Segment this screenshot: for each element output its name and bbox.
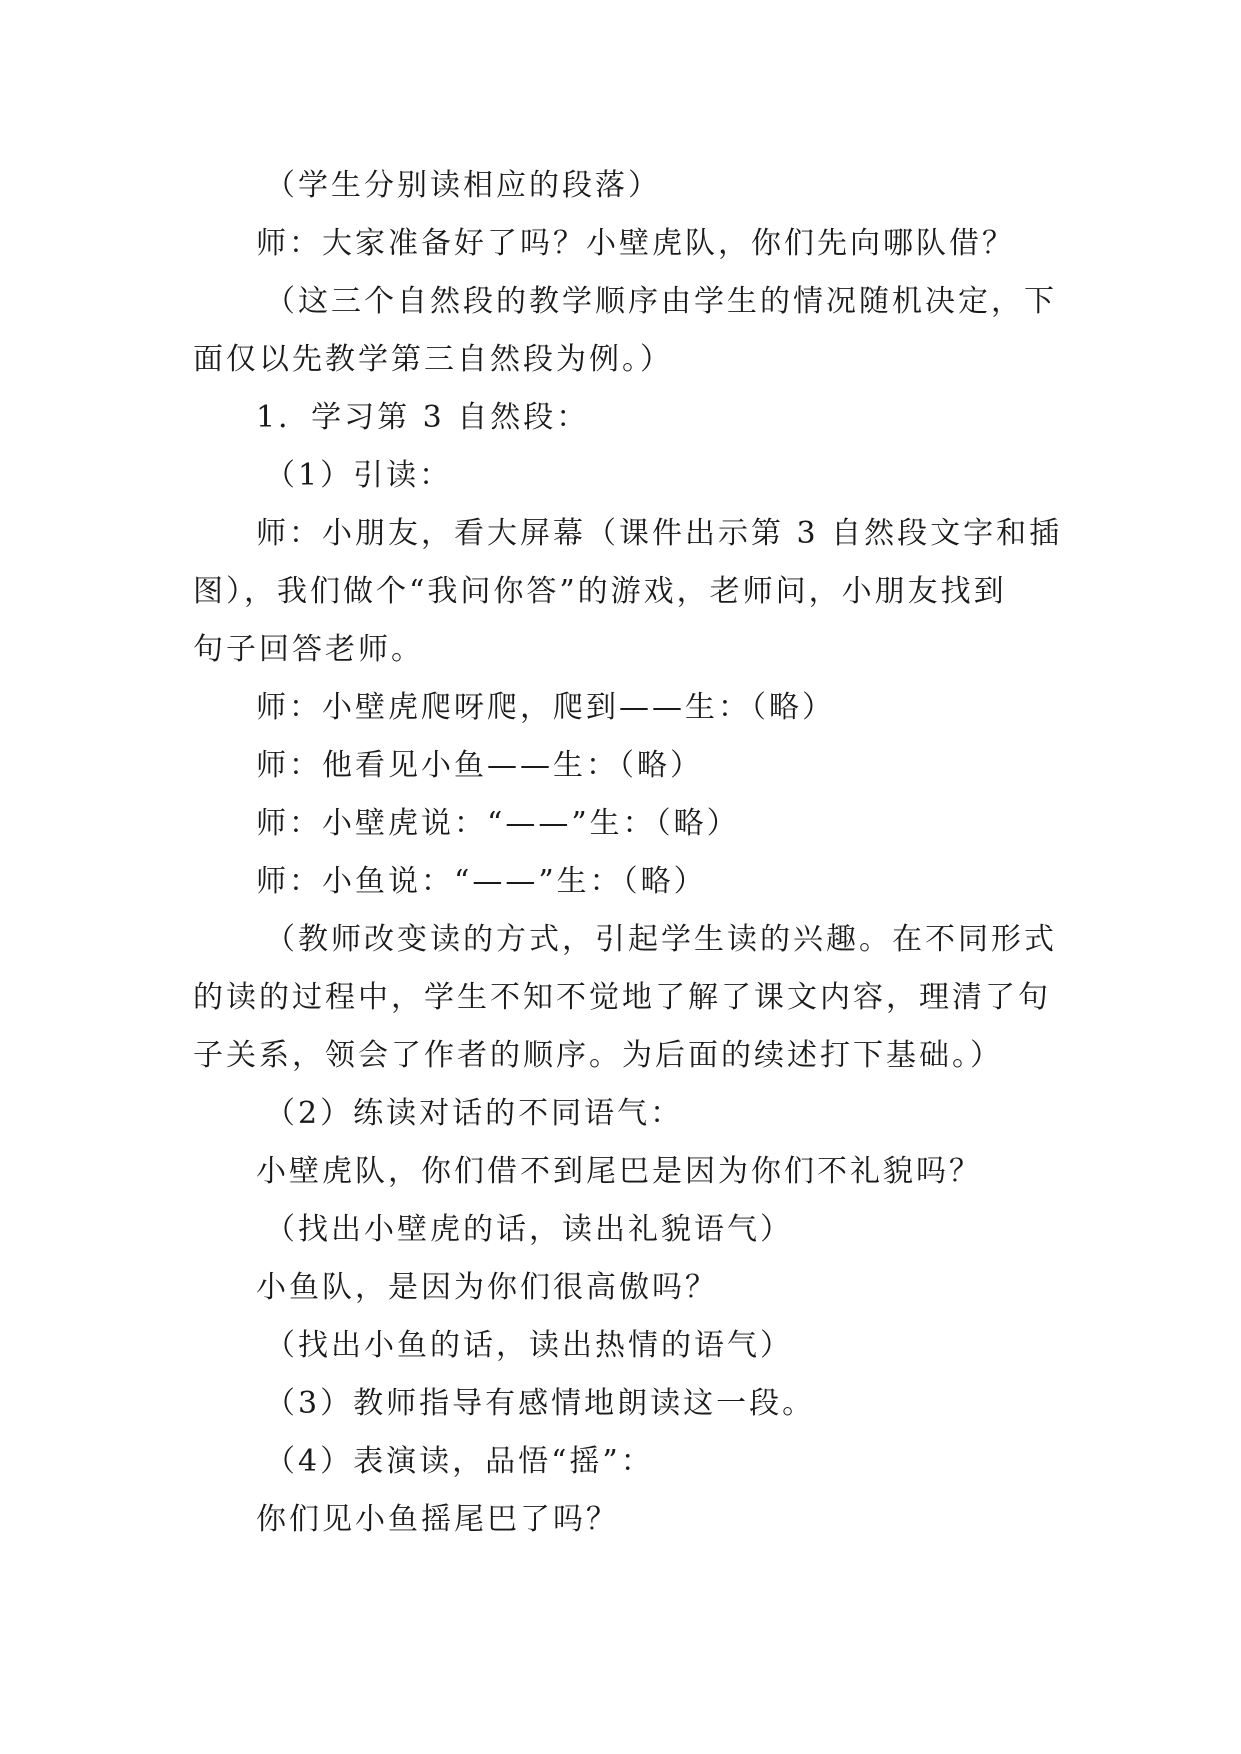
paragraph-line: （学生分别读相应的段落） [265, 168, 661, 203]
section-heading: 1．学习第 3 自然段： [256, 400, 590, 435]
paragraph-line: 师：小朋友，看大屏幕（课件出示第 3 自然段文字和插 [256, 516, 1063, 551]
paragraph-line: 小鱼队，是因为你们很高傲吗？ [256, 1270, 718, 1305]
dialogue-line: 师：小鱼说：“——”生：（略） [256, 864, 707, 899]
subsection-heading: （3）教师指导有感情地朗读这一段。 [265, 1386, 816, 1421]
subsection-heading: （4）表演读，品悟“摇”： [265, 1444, 654, 1479]
paragraph-line: 面仅以先教学第三自然段为例。） [193, 342, 673, 377]
paragraph-line: 图），我们做个“我问你答”的游戏，老师问，小朋友找到 [193, 574, 1007, 609]
dialogue-line: 师：小壁虎说：“——”生：（略） [256, 806, 740, 841]
paragraph-line: 你们见小鱼摇尾巴了吗？ [256, 1502, 619, 1537]
paragraph-line: （教师改变读的方式，引起学生读的兴趣。在不同形式 [265, 922, 1057, 957]
paragraph-line: （这三个自然段的教学顺序由学生的情况随机决定，下 [265, 284, 1057, 319]
subsection-heading: （1）引读： [265, 458, 453, 493]
paragraph-line: （找出小鱼的话，读出热情的语气） [265, 1328, 793, 1363]
paragraph-line: 师：大家准备好了吗？小壁虎队，你们先向哪队借？ [256, 226, 1015, 261]
subsection-heading: （2）练读对话的不同语气： [265, 1096, 684, 1131]
paragraph-line: 的读的过程中，学生不知不觉地了解了课文内容，理清了句 [193, 980, 1051, 1015]
dialogue-line: 师：他看见小鱼——生：（略） [256, 748, 703, 783]
paragraph-line: 小壁虎队，你们借不到尾巴是因为你们不礼貌吗？ [256, 1154, 982, 1189]
dialogue-line: 师：小壁虎爬呀爬，爬到——生：（略） [256, 690, 835, 725]
paragraph-line: 子关系，领会了作者的顺序。为后面的续述打下基础。） [193, 1038, 1003, 1073]
paragraph-line: （找出小壁虎的话，读出礼貌语气） [265, 1212, 793, 1247]
paragraph-line: 句子回答老师。 [193, 632, 424, 667]
